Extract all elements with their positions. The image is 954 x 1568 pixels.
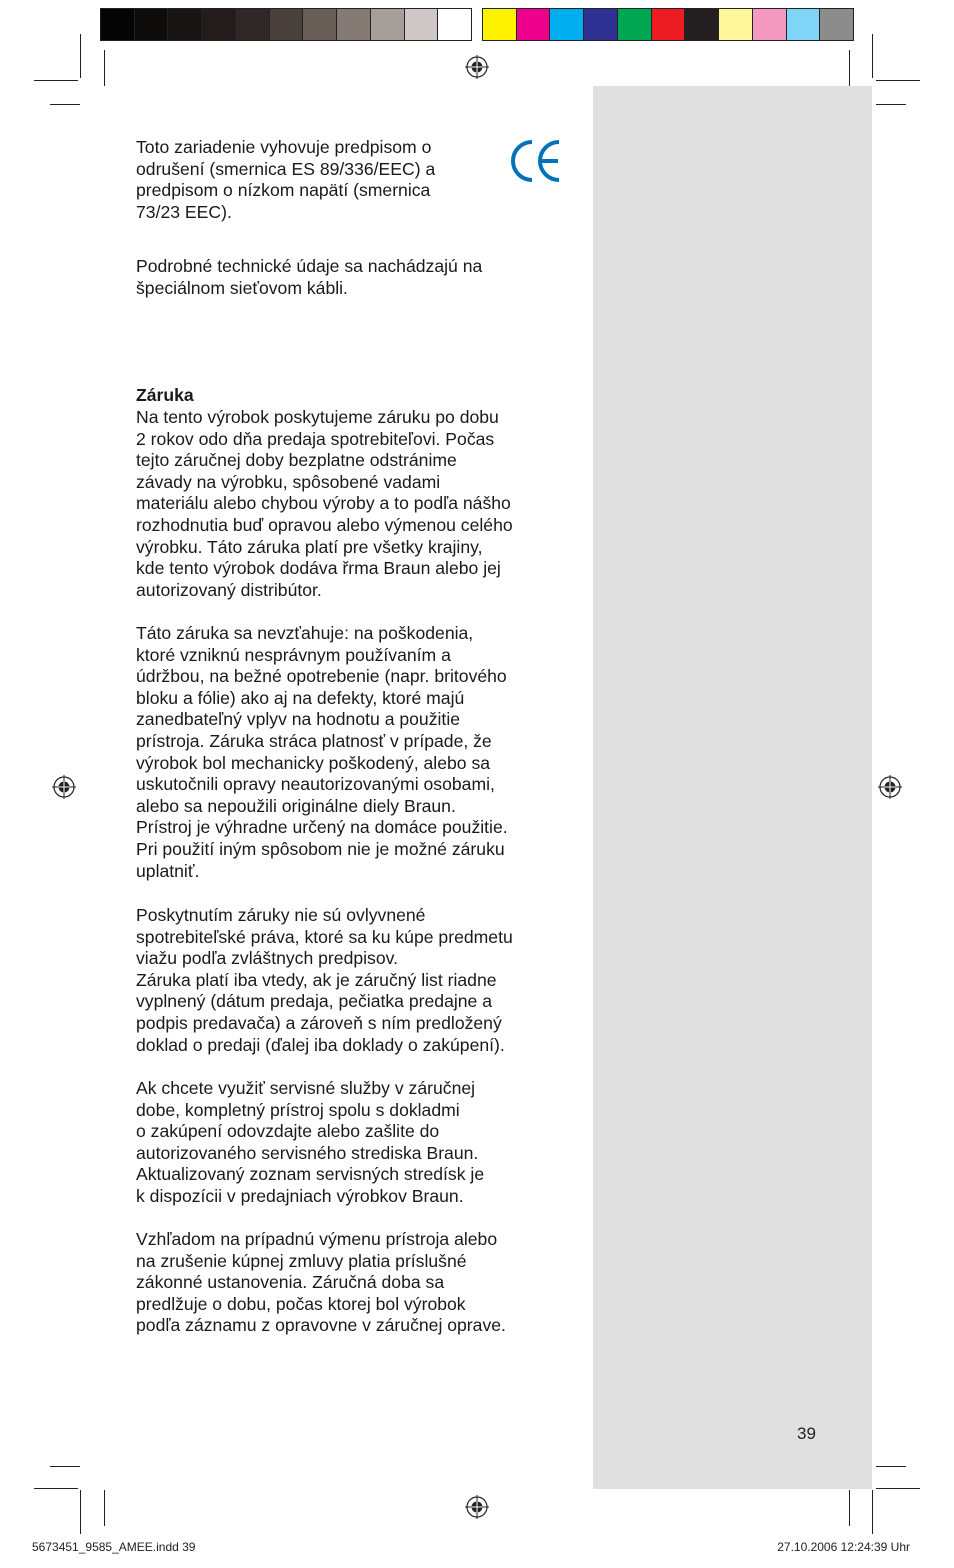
- registration-mark-icon: [52, 775, 76, 799]
- color-swatch: [584, 9, 618, 40]
- technical-data-text: Podrobné technické údaje sa nachádzajú na špeciálnom sieťovom kábli.: [136, 256, 483, 298]
- registration-mark-icon: [878, 775, 902, 799]
- color-swatch: [337, 9, 371, 40]
- color-swatch: [101, 9, 135, 40]
- gray-sidebar-panel: [593, 86, 872, 1489]
- warranty-paragraph: Vzhľadom na prípadnú výmenu prístroja alebo na zrušenie kúpnej zmluvy platia príslušné zákonné ustanovenia. Záručná doba sa predlžuje o dobu, počas ktorej bol výrobok podľa záznamu z opravovne v záručnej oprave.: [136, 1229, 506, 1336]
- crop-mark: [104, 50, 105, 86]
- color-swatch: [168, 9, 202, 40]
- color-swatch: [202, 9, 236, 40]
- process-color-bar: [482, 8, 854, 41]
- color-swatch: [753, 9, 787, 40]
- registration-mark-icon: [465, 55, 489, 79]
- color-swatch: [483, 9, 517, 40]
- crop-mark: [50, 1466, 80, 1467]
- color-swatch: [618, 9, 652, 40]
- crop-mark: [872, 1490, 873, 1534]
- footer-file-slug: 5673451_9585_AMEE.indd 39: [32, 1540, 196, 1554]
- crop-mark: [876, 104, 906, 105]
- color-swatch: [438, 9, 471, 40]
- crop-mark: [849, 50, 850, 86]
- color-swatch: [405, 9, 439, 40]
- crop-mark: [876, 1488, 920, 1489]
- color-swatch: [303, 9, 337, 40]
- crop-mark: [876, 80, 920, 81]
- warranty-heading: Záruka: [136, 385, 194, 405]
- color-swatch: [550, 9, 584, 40]
- crop-mark: [872, 34, 873, 78]
- warranty-paragraph: Poskytnutím záruky nie sú ovlyvnené spotrebiteľské práva, ktoré sa ku kúpe predmetu viažu podľa zvláštnych predpisov. Záruka platí iba vtedy, ak je záručný list riadne vyplnený (dátum predaja, pečiatka predajne a podpis predavača) a zároveň s ním predložený doklad o predaji (ďalej iba doklady o zakúpení).: [136, 905, 513, 1055]
- crop-mark: [876, 1466, 906, 1467]
- color-swatch: [719, 9, 753, 40]
- warranty-paragraph: Táto záruka sa nevzťahuje: na poškodenia, ktoré vzniknú nesprávnym používaním a údržbou, na bežné opotrebenie (napr. britového bloku a fólie) ako aj na defekty, ktoré majú zanedbateľný vplyv na hodnotu a použitie prístroja. Záruka stráca platnosť v prípade, že výrobok bol mechanicky poškodený, alebo sa uskutočnili opravy neautorizovanými osobami, alebo sa nepoužili originálne diely Braun. Prístroj je výhradne určený na domáce použitie. Pri použití iným spôsobom nie je možné záruku uplatniť.: [136, 623, 508, 881]
- color-swatch: [236, 9, 270, 40]
- crop-mark: [104, 1490, 105, 1526]
- compliance-text: Toto zariadenie vyhovuje predpisom o odrušení (smernica ES 89/336/EEC) a predpisom o nízkom napätí (smernica 73/23 EEC).: [136, 137, 436, 222]
- crop-mark: [34, 80, 78, 81]
- color-swatch: [517, 9, 551, 40]
- crop-mark: [80, 1490, 81, 1534]
- crop-mark: [34, 1488, 78, 1489]
- warranty-paragraph: Na tento výrobok poskytujeme záruku po dobu 2 rokov odo dňa predaja spotrebiteľovi. Počas tejto záručnej doby bezplatne odstránime závady na výrobku, spôsobené vadami materiálu alebo chybou výroby a to podľa nášho rozhodnutia buď opravou alebo výmenou celého výrobku. Táto záruka platí pre všetky krajiny, kde tento výrobok dodáva řrma Braun alebo jej autorizovaný distribútor.: [136, 407, 513, 600]
- crop-mark: [80, 34, 81, 78]
- color-swatch: [820, 9, 853, 40]
- color-swatch: [371, 9, 405, 40]
- ce-mark-icon: [510, 138, 562, 184]
- color-swatch: [135, 9, 169, 40]
- color-swatch: [652, 9, 686, 40]
- grayscale-color-bar: [100, 8, 472, 41]
- color-swatch: [270, 9, 304, 40]
- color-swatch: [787, 9, 821, 40]
- registration-mark-icon: [465, 1495, 489, 1519]
- page-number: 39: [797, 1424, 816, 1443]
- crop-mark: [849, 1490, 850, 1526]
- crop-mark: [50, 104, 80, 105]
- warranty-paragraph: Ak chcete využiť servisné služby v záručnej dobe, kompletný prístroj spolu s dokladmi o zakúpení odovzdajte alebo zašlite do autorizovaného servisného strediska Braun. Aktualizovaný zoznam servisných stredísk je k dispozícii v predajniach výrobkov Braun.: [136, 1078, 485, 1206]
- color-swatch: [685, 9, 719, 40]
- footer-timestamp: 27.10.2006 12:24:39 Uhr: [777, 1540, 910, 1554]
